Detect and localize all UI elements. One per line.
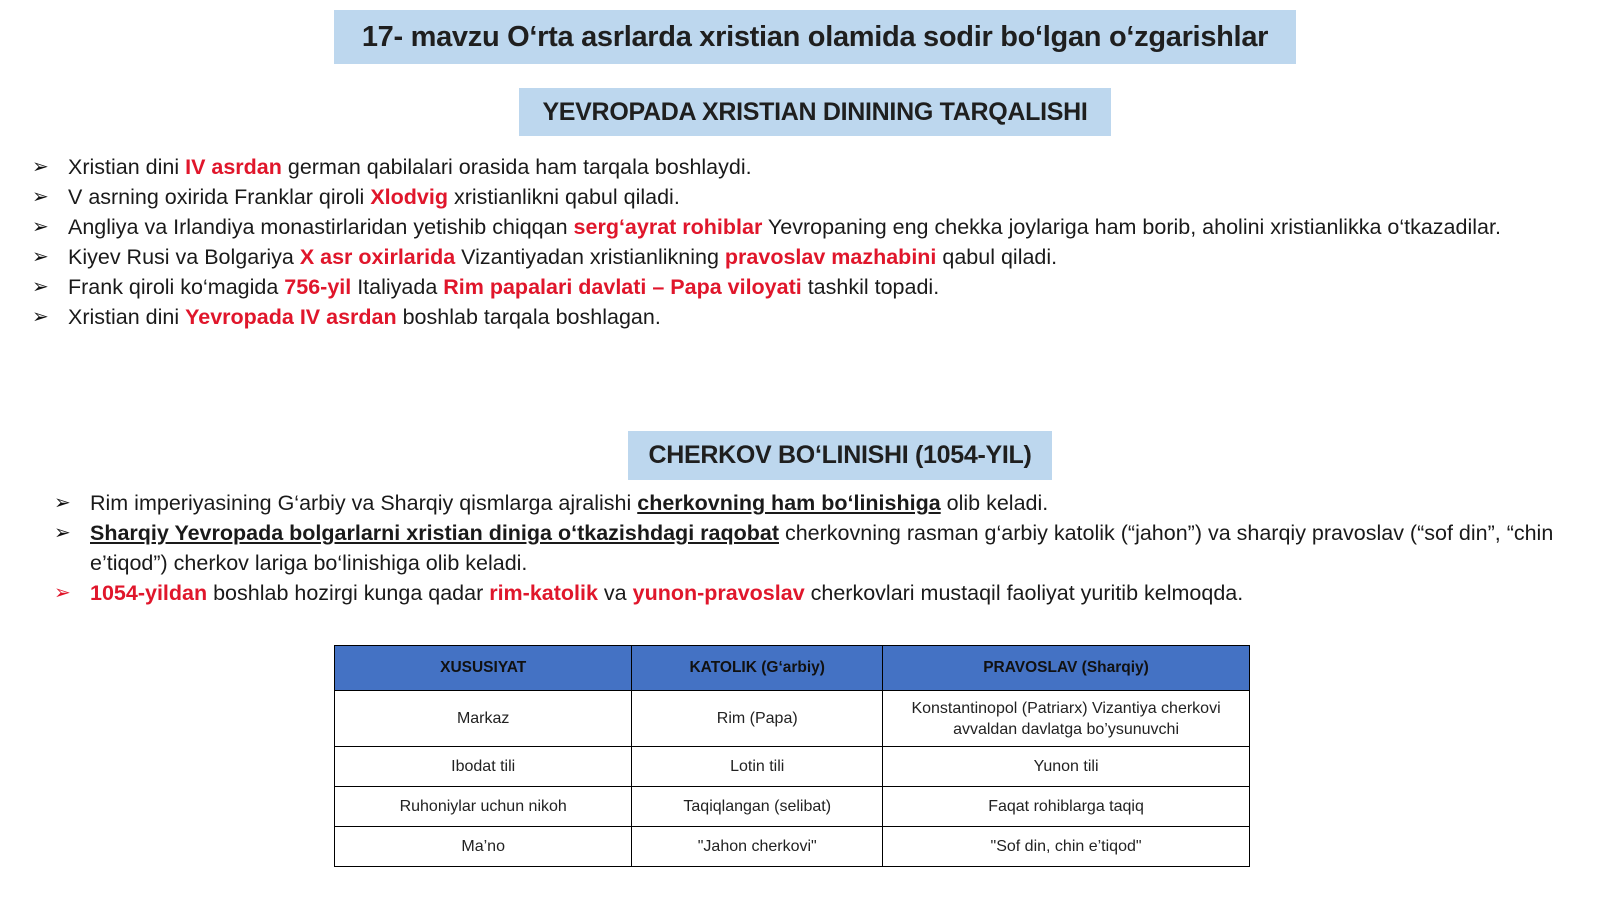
arrow-bullet-icon: ➢	[32, 156, 49, 178]
table-cell: Konstantinopol (Patriarx) Vizantiya cherkovi avvaldan davlatga bo’ysunuvchi	[883, 691, 1250, 747]
list-item: ➢ V asrning oxirida Franklar qiroli Xlodvig xristianlikni qabul qiladi.	[32, 182, 1572, 212]
page-title: 17- mavzu O‘rta asrlarda xristian olamida sodir bo‘lgan o‘zgarishlar	[334, 10, 1296, 64]
column-header: KATOLIK (G‘arbiy)	[632, 646, 883, 691]
table-cell: "Jahon cherkovi"	[632, 827, 883, 867]
table-cell: Ruhoniylar uchun nikoh	[335, 787, 632, 827]
table-cell: Taqiqlangan (selibat)	[632, 787, 883, 827]
table-row	[335, 827, 1250, 867]
table-cell: Ibodat tili	[335, 747, 632, 787]
list-item: ➢ Rim imperiyasining G‘arbiy va Sharqiy qismlarga ajralishi cherkovning ham bo‘linishiga olib keladi.	[54, 488, 1574, 518]
column-header: XUSUSIYAT	[335, 646, 632, 691]
list-item: ➢ Frank qiroli ko‘magida 756-yil Italiyada Rim papalari davlati – Papa viloyati tashkil topadi.	[32, 272, 1572, 302]
table-cell: Yunon tili	[883, 747, 1250, 787]
list-item: ➢ Sharqiy Yevropada bolgarlarni xristian diniga o‘tkazishdagi raqobat cherkovning rasman g‘arbiy katolik (“jahon”) va sharqiy pravoslav (“sof din”, “chin e’tiqod”) cherkov lariga bo‘linishiga olib keladi.	[54, 518, 1574, 578]
section-heading-schism: CHERKOV BO‘LINISHI (1054-YIL)	[628, 431, 1052, 480]
table-header-row	[335, 646, 1250, 691]
list-item: ➢ Xristian dini Yevropada IV asrdan boshlab tarqala boshlagan.	[32, 302, 1572, 332]
arrow-bullet-icon: ➢	[54, 522, 71, 544]
list-item: ➢ Xristian dini IV asrdan german qabilalari orasida ham tarqala boshlaydi.	[32, 152, 1572, 182]
table-cell: Markaz	[335, 691, 632, 747]
table-cell: Faqat rohiblarga taqiq	[883, 787, 1250, 827]
arrow-bullet-icon: ➢	[32, 216, 49, 238]
spread-bullet-list	[32, 152, 1572, 332]
arrow-bullet-icon: ➢	[32, 276, 49, 298]
arrow-bullet-icon: ➢	[54, 492, 71, 514]
table-row	[335, 747, 1250, 787]
table-cell: Rim (Papa)	[632, 691, 883, 747]
section-heading-spread: YEVROPADA XRISTIAN DININING TARQALISHI	[519, 88, 1111, 136]
comparison-table	[334, 645, 1250, 867]
arrow-bullet-icon: ➢	[32, 246, 49, 268]
table-cell: "Sof din, chin e’tiqod"	[883, 827, 1250, 867]
table-cell: Lotin tili	[632, 747, 883, 787]
table-row	[335, 787, 1250, 827]
arrow-bullet-icon: ➢	[54, 582, 71, 604]
schism-bullet-list	[54, 488, 1574, 608]
list-item: ➢ 1054-yildan boshlab hozirgi kunga qadar rim-katolik va yunon-pravoslav cherkovlari mustaqil faoliyat yuritib kelmoqda.	[54, 578, 1574, 608]
table-row	[335, 691, 1250, 747]
table-cell: Ma’no	[335, 827, 632, 867]
arrow-bullet-icon: ➢	[32, 306, 49, 328]
arrow-bullet-icon: ➢	[32, 186, 49, 208]
list-item: ➢ Angliya va Irlandiya monastirlaridan yetishib chiqqan serg‘ayrat rohiblar Yevropaning eng chekka joylariga ham borib, aholini xristianlikka o‘tkazadilar.	[32, 212, 1572, 242]
column-header: PRAVOSLAV (Sharqiy)	[883, 646, 1250, 691]
list-item: ➢ Kiyev Rusi va Bolgariya X asr oxirlarida Vizantiyadan xristianlikning pravoslav mazhabini qabul qiladi.	[32, 242, 1572, 272]
